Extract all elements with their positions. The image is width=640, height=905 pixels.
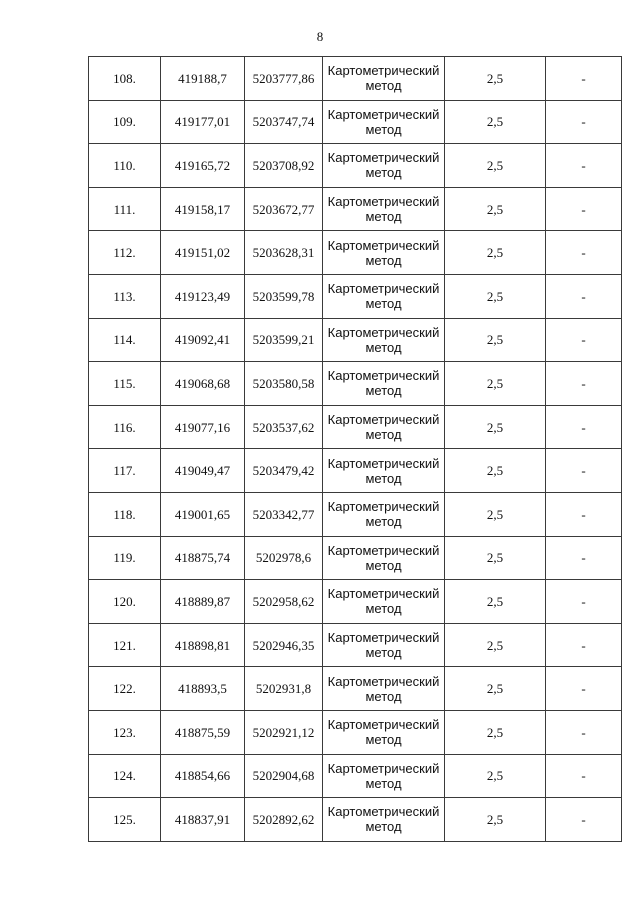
coordinate-y-cell: 5203777,86 bbox=[245, 57, 323, 101]
table-row bbox=[89, 231, 622, 275]
method-line-1: Картометрический bbox=[327, 237, 440, 253]
table-row bbox=[89, 144, 622, 188]
method-line-1: Картометрический bbox=[327, 150, 440, 166]
description-cell: - bbox=[546, 580, 622, 624]
method-line-2: метод bbox=[365, 688, 402, 704]
method-cell bbox=[323, 187, 445, 231]
method-cell bbox=[323, 405, 445, 449]
description-cell: - bbox=[546, 492, 622, 536]
method-line-2: метод bbox=[365, 339, 402, 355]
method-line-2: метод bbox=[365, 121, 402, 137]
table-row bbox=[89, 449, 622, 493]
accuracy-cell: 2,5 bbox=[445, 667, 546, 711]
description-cell: - bbox=[546, 231, 622, 275]
table-row bbox=[89, 187, 622, 231]
method-line-1: Картометрический bbox=[327, 194, 440, 210]
description-cell: - bbox=[546, 57, 622, 101]
description-cell: - bbox=[546, 100, 622, 144]
method-cell bbox=[323, 57, 445, 101]
method-cell bbox=[323, 144, 445, 188]
description-cell: - bbox=[546, 187, 622, 231]
point-number-cell: 111. bbox=[89, 187, 161, 231]
table-row bbox=[89, 623, 622, 667]
table-row bbox=[89, 274, 622, 318]
method-line-2: метод bbox=[365, 557, 402, 573]
coordinate-x-cell: 419177,01 bbox=[161, 100, 245, 144]
method-line-1: Картометрический bbox=[327, 324, 440, 340]
method-line-2: метод bbox=[365, 78, 402, 94]
method-line-1: Картометрический bbox=[327, 368, 440, 384]
table-row bbox=[89, 57, 622, 101]
method-line-2: метод bbox=[365, 601, 402, 617]
accuracy-cell: 2,5 bbox=[445, 187, 546, 231]
method-line-2: метод bbox=[365, 165, 402, 181]
method-cell bbox=[323, 100, 445, 144]
accuracy-cell: 2,5 bbox=[445, 144, 546, 188]
coordinate-x-cell: 418854,66 bbox=[161, 754, 245, 798]
method-line-1: Картометрический bbox=[327, 63, 440, 79]
coordinate-x-cell: 418875,59 bbox=[161, 710, 245, 754]
coordinate-y-cell: 5202946,35 bbox=[245, 623, 323, 667]
accuracy-cell: 2,5 bbox=[445, 798, 546, 842]
table-row bbox=[89, 492, 622, 536]
description-cell: - bbox=[546, 318, 622, 362]
coordinate-y-cell: 5202892,62 bbox=[245, 798, 323, 842]
method-cell bbox=[323, 754, 445, 798]
method-line-2: метод bbox=[365, 470, 402, 486]
method-cell bbox=[323, 274, 445, 318]
method-line-2: метод bbox=[365, 514, 402, 530]
description-cell: - bbox=[546, 623, 622, 667]
table-row bbox=[89, 405, 622, 449]
method-cell bbox=[323, 623, 445, 667]
coordinate-x-cell: 419151,02 bbox=[161, 231, 245, 275]
method-line-1: Картометрический bbox=[327, 281, 440, 297]
accuracy-cell: 2,5 bbox=[445, 318, 546, 362]
description-cell: - bbox=[546, 667, 622, 711]
method-line-2: метод bbox=[365, 252, 402, 268]
method-cell bbox=[323, 231, 445, 275]
accuracy-cell: 2,5 bbox=[445, 405, 546, 449]
table-row bbox=[89, 318, 622, 362]
point-number-cell: 109. bbox=[89, 100, 161, 144]
description-cell: - bbox=[546, 362, 622, 406]
point-number-cell: 121. bbox=[89, 623, 161, 667]
method-cell bbox=[323, 318, 445, 362]
table-row bbox=[89, 710, 622, 754]
method-cell bbox=[323, 580, 445, 624]
method-cell bbox=[323, 362, 445, 406]
description-cell: - bbox=[546, 754, 622, 798]
coordinate-x-cell: 418889,87 bbox=[161, 580, 245, 624]
method-line-2: метод bbox=[365, 775, 402, 791]
method-line-1: Картометрический bbox=[327, 412, 440, 428]
method-cell bbox=[323, 667, 445, 711]
table-row bbox=[89, 362, 622, 406]
accuracy-cell: 2,5 bbox=[445, 57, 546, 101]
description-cell: - bbox=[546, 536, 622, 580]
coordinate-x-cell: 419068,68 bbox=[161, 362, 245, 406]
method-line-1: Картометрический bbox=[327, 455, 440, 471]
coordinate-y-cell: 5202958,62 bbox=[245, 580, 323, 624]
method-line-1: Картометрический bbox=[327, 542, 440, 558]
accuracy-cell: 2,5 bbox=[445, 362, 546, 406]
table-row bbox=[89, 667, 622, 711]
coordinate-x-cell: 419158,17 bbox=[161, 187, 245, 231]
accuracy-cell: 2,5 bbox=[445, 100, 546, 144]
coordinate-y-cell: 5203580,58 bbox=[245, 362, 323, 406]
method-line-1: Картометрический bbox=[327, 499, 440, 515]
coordinate-x-cell: 419188,7 bbox=[161, 57, 245, 101]
description-cell: - bbox=[546, 710, 622, 754]
description-cell: - bbox=[546, 449, 622, 493]
point-number-cell: 113. bbox=[89, 274, 161, 318]
method-line-2: метод bbox=[365, 732, 402, 748]
method-line-2: метод bbox=[365, 819, 402, 835]
point-number-cell: 118. bbox=[89, 492, 161, 536]
coordinate-y-cell: 5203747,74 bbox=[245, 100, 323, 144]
method-line-1: Картометрический bbox=[327, 106, 440, 122]
method-line-2: метод bbox=[365, 296, 402, 312]
method-cell bbox=[323, 798, 445, 842]
accuracy-cell: 2,5 bbox=[445, 623, 546, 667]
coordinate-y-cell: 5202931,8 bbox=[245, 667, 323, 711]
coordinate-y-cell: 5203599,21 bbox=[245, 318, 323, 362]
method-cell bbox=[323, 710, 445, 754]
coordinate-x-cell: 418875,74 bbox=[161, 536, 245, 580]
method-line-1: Картометрический bbox=[327, 586, 440, 602]
description-cell: - bbox=[546, 405, 622, 449]
point-number-cell: 110. bbox=[89, 144, 161, 188]
coordinate-x-cell: 419001,65 bbox=[161, 492, 245, 536]
description-cell: - bbox=[546, 144, 622, 188]
coordinate-y-cell: 5203342,77 bbox=[245, 492, 323, 536]
method-line-1: Картометрический bbox=[327, 804, 440, 820]
accuracy-cell: 2,5 bbox=[445, 449, 546, 493]
point-number-cell: 117. bbox=[89, 449, 161, 493]
method-line-1: Картометрический bbox=[327, 673, 440, 689]
method-line-2: метод bbox=[365, 209, 402, 225]
table-row bbox=[89, 798, 622, 842]
coordinate-x-cell: 419092,41 bbox=[161, 318, 245, 362]
point-number-cell: 124. bbox=[89, 754, 161, 798]
method-cell bbox=[323, 449, 445, 493]
accuracy-cell: 2,5 bbox=[445, 536, 546, 580]
accuracy-cell: 2,5 bbox=[445, 492, 546, 536]
accuracy-cell: 2,5 bbox=[445, 710, 546, 754]
description-cell: - bbox=[546, 274, 622, 318]
point-number-cell: 112. bbox=[89, 231, 161, 275]
accuracy-cell: 2,5 bbox=[445, 754, 546, 798]
coordinate-y-cell: 5203599,78 bbox=[245, 274, 323, 318]
point-number-cell: 122. bbox=[89, 667, 161, 711]
point-number-cell: 114. bbox=[89, 318, 161, 362]
table-row bbox=[89, 536, 622, 580]
coordinate-y-cell: 5202978,6 bbox=[245, 536, 323, 580]
point-number-cell: 125. bbox=[89, 798, 161, 842]
coordinate-y-cell: 5202904,68 bbox=[245, 754, 323, 798]
coordinate-y-cell: 5202921,12 bbox=[245, 710, 323, 754]
method-cell bbox=[323, 492, 445, 536]
method-line-1: Картометрический bbox=[327, 717, 440, 733]
coordinate-y-cell: 5203537,62 bbox=[245, 405, 323, 449]
point-number-cell: 120. bbox=[89, 580, 161, 624]
coordinate-x-cell: 419165,72 bbox=[161, 144, 245, 188]
accuracy-cell: 2,5 bbox=[445, 231, 546, 275]
method-line-2: метод bbox=[365, 645, 402, 661]
coordinates-table bbox=[88, 56, 622, 842]
method-cell bbox=[323, 536, 445, 580]
method-line-2: метод bbox=[365, 427, 402, 443]
point-number-cell: 108. bbox=[89, 57, 161, 101]
point-number-cell: 115. bbox=[89, 362, 161, 406]
method-line-1: Картометрический bbox=[327, 760, 440, 776]
coordinate-x-cell: 419077,16 bbox=[161, 405, 245, 449]
coordinate-x-cell: 418837,91 bbox=[161, 798, 245, 842]
coordinate-x-cell: 418898,81 bbox=[161, 623, 245, 667]
coordinates-table-body bbox=[89, 57, 622, 842]
coordinate-x-cell: 419049,47 bbox=[161, 449, 245, 493]
table-row bbox=[89, 100, 622, 144]
method-line-2: метод bbox=[365, 383, 402, 399]
point-number-cell: 123. bbox=[89, 710, 161, 754]
table-row bbox=[89, 754, 622, 798]
point-number-cell: 116. bbox=[89, 405, 161, 449]
coordinate-y-cell: 5203672,77 bbox=[245, 187, 323, 231]
coordinate-x-cell: 419123,49 bbox=[161, 274, 245, 318]
coordinate-x-cell: 418893,5 bbox=[161, 667, 245, 711]
point-number-cell: 119. bbox=[89, 536, 161, 580]
coordinate-y-cell: 5203628,31 bbox=[245, 231, 323, 275]
coordinate-y-cell: 5203708,92 bbox=[245, 144, 323, 188]
accuracy-cell: 2,5 bbox=[445, 580, 546, 624]
page-number: 8 bbox=[316, 29, 324, 44]
coordinate-y-cell: 5203479,42 bbox=[245, 449, 323, 493]
accuracy-cell: 2,5 bbox=[445, 274, 546, 318]
table-row bbox=[89, 580, 622, 624]
method-line-1: Картометрический bbox=[327, 630, 440, 646]
description-cell: - bbox=[546, 798, 622, 842]
